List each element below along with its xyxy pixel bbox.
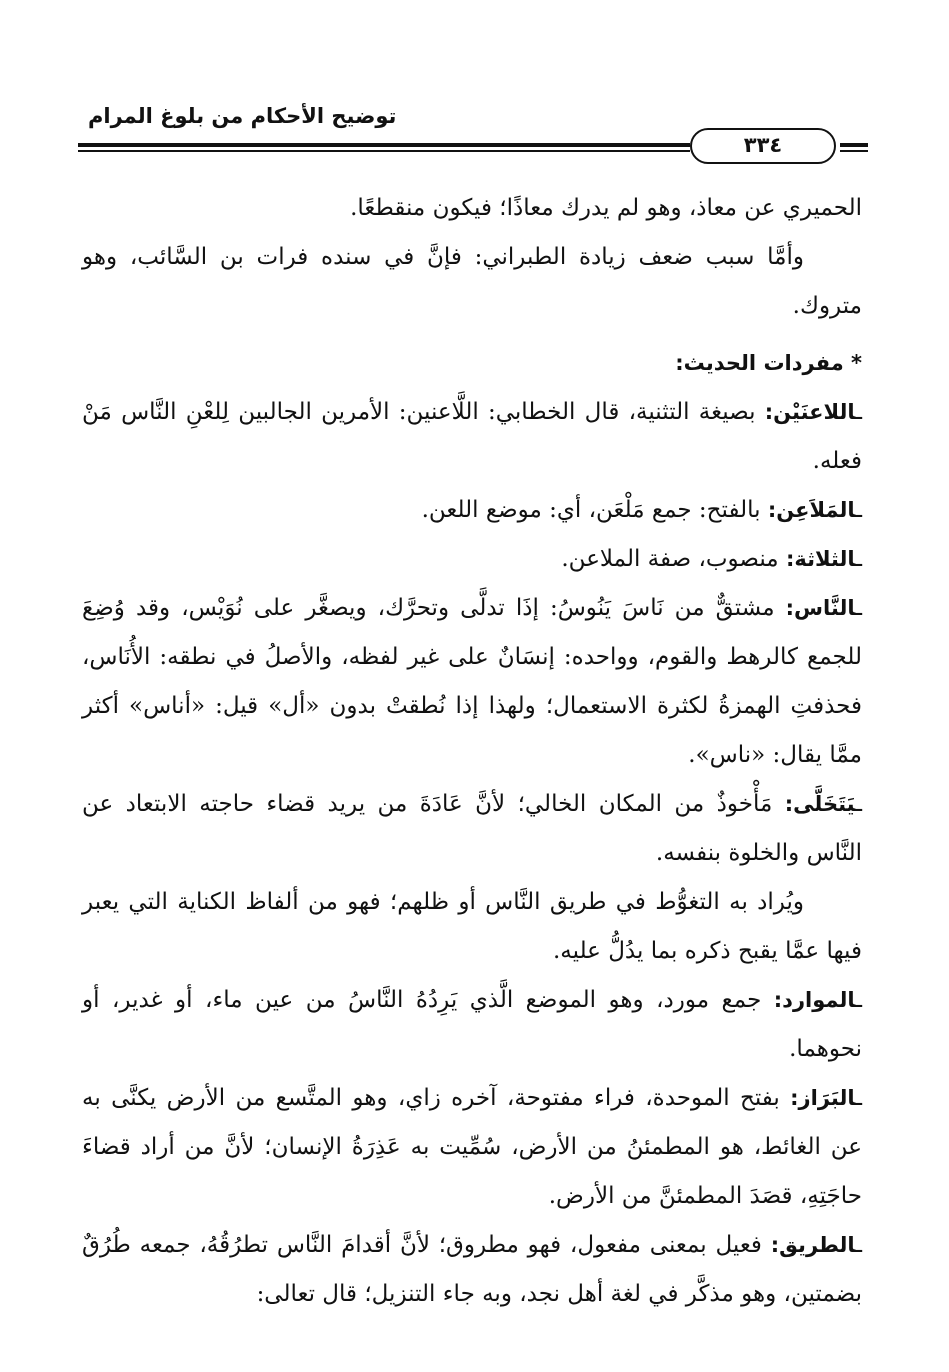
entry-text: ويُراد به التغوُّط في طريق النَّاس أو ظلهم؛ فهو من ألفاظ الكناية التي يعبر فيها عمَّا يقبح ذكره بما يدُلُّ عليه. <box>82 889 862 964</box>
vocab-entry-continuation <box>82 878 862 976</box>
entry-text: جمع مورد، وهو الموضع الَّذي يَرِدُهُ النَّاسُ من عين ماء، أو غدير، أو نحوهما. <box>82 987 862 1062</box>
page-header <box>78 96 868 156</box>
entry-dash: ـ <box>855 399 862 425</box>
entry-dash: ـ <box>855 1085 862 1111</box>
page-number: ٣٣٤ <box>690 128 836 164</box>
entry-text: فعيل بمعنى مفعول، فهو مطروق؛ لأنَّ أقدامَ النَّاس تطرُقُهُ، جمعه طُرُقٌ بضمتين، وهو مذكَّر في لغة أهل نجد، وبه جاء التنزيل؛ قال تعالى: <box>82 1232 862 1307</box>
header-rule <box>78 143 690 147</box>
entry-dash: ـ <box>855 497 862 523</box>
section-heading: * مفردات الحديث: <box>675 351 862 375</box>
entry-dash: ـ <box>855 546 862 572</box>
entry-text: مَأْخوذٌ من المكان الخالي؛ لأنَّ عَادَةَ من يريد قضاء حاجته الابتعاد عن النَّاس والخلوة بنفسه. <box>82 791 862 866</box>
entry-term: الطريق: <box>770 1233 856 1257</box>
entry-term: النَّاس: <box>785 596 856 620</box>
entry-text: منصوب، صفة الملاعن. <box>561 546 786 572</box>
header-rule-right-thin <box>840 150 868 152</box>
paragraph: وأمَّا سبب ضعف زيادة الطبراني: فإنَّ في سنده فرات بن السَّائب، وهو متروك. <box>82 244 862 319</box>
vocab-entry <box>82 486 862 535</box>
entry-dash: ـ <box>855 1232 862 1258</box>
book-title: توضيح الأحكام من بلوغ المرام <box>88 104 397 128</box>
entry-text: مشتقٌّ من نَاسَ يَنُوسُ: إذَا تدلَّى وتحرَّك، ويصغَّر على نُوَيْس، وقد وُضِعَ للجمع كالرهط والقوم، وواحده: إنسَانٌ على غير لفظه، والأصلُ في نطقه: الأُنَاس، فحذفتِ الهمزةُ لكثرة الاستعمال؛ ولهذا إذا نُطقتْ بدون «أل» قيل: «أناس» أكثر ممَّا يقال: «ناس». <box>82 595 862 768</box>
entry-dash: ـ <box>855 987 862 1013</box>
vocab-entry <box>82 535 862 584</box>
page-body <box>82 184 862 1319</box>
entry-dash: ـ <box>855 791 862 817</box>
entry-dash: ـ <box>855 595 862 621</box>
vocab-entry <box>82 388 862 486</box>
vocab-entry <box>82 1221 862 1319</box>
entry-term: البَرَاز: <box>790 1086 856 1110</box>
entry-text: بصيغة التثنية، قال الخطابي: اللَّاعنين: الأمرين الجالبين لِلعْنِ النَّاس مَنْ فعله. <box>82 399 862 474</box>
paragraph: الحميري عن معاذ، وهو لم يدرك معاذًا؛ فيكون منقطعًا. <box>350 195 862 221</box>
vocab-entry <box>82 780 862 878</box>
vocab-entry <box>82 1074 862 1221</box>
header-rule-thin <box>78 150 690 152</box>
entry-text: بالفتح: جمع مَلْعَن، أي: موضع اللعن. <box>421 497 768 523</box>
vocab-entry <box>82 584 862 780</box>
entry-term: المَلاَعِن: <box>767 498 856 522</box>
entry-text: بفتح الموحدة، فراء مفتوحة، آخره زاي، وهو المتَّسع من الأرض يكنَّى به عن الغائط، هو المطمئنُ من الأرض، سُمِّيت به عَذِرَةُ الإنسان؛ لأنَّ من أراد قضاءَ حاجَتِهِ، قصَدَ المطمئنَّ من الأرض. <box>82 1085 862 1209</box>
vocab-entry <box>82 976 862 1074</box>
header-rule-right <box>840 143 868 147</box>
entry-term: اللاعنَيْن: <box>764 400 856 424</box>
entry-term: الموارد: <box>773 988 856 1012</box>
entry-term: الثلاثة: <box>785 547 856 571</box>
entry-term: يَتَخَلَّى: <box>784 792 856 816</box>
